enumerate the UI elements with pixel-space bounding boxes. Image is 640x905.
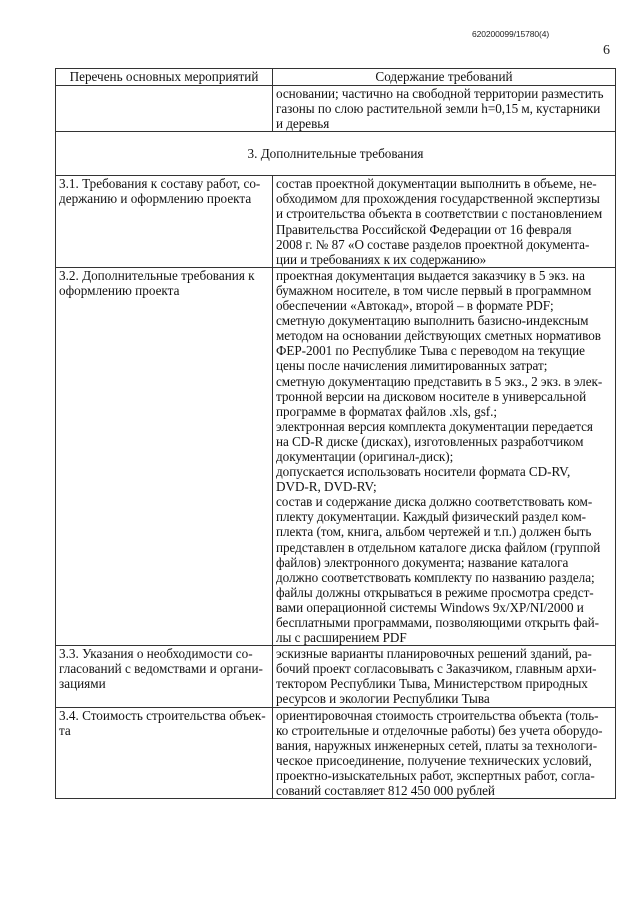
item-text	[59, 646, 269, 691]
text-line: оформлению проекта	[59, 282, 180, 298]
content-cell	[273, 86, 616, 132]
text-line: ческое присоединение, получение технических условий,	[276, 752, 592, 768]
content-cell	[273, 176, 616, 268]
text-line: ориентировочная стоимость строительства объекта (толь-	[276, 707, 599, 723]
text-line: вами операционной системы Windows 9x/XP/NI/2000 и	[276, 599, 584, 615]
content-text	[276, 708, 612, 799]
text-line: 2008 г. № 87 «О составе разделов проектной документа-	[276, 236, 590, 252]
text-line: зациями	[59, 676, 106, 692]
text-line: обеспечении «Автокад», второй – в формате PDF;	[276, 298, 554, 314]
text-line: газоны по слою растительной земли h=0,15 м, кустарники	[276, 101, 601, 117]
item-cell	[56, 86, 273, 132]
content-text	[276, 86, 612, 131]
text-line: обходимом для прохождения государственной экспертизы	[276, 191, 600, 207]
item-cell	[56, 267, 273, 645]
text-line: файлов) электронного документа; название каталога	[276, 554, 569, 570]
text-line: сований составляет 812 450 000 рублей	[276, 783, 495, 799]
item-text	[59, 708, 269, 738]
text-line: 3.2. Дополнительные требования к	[59, 267, 255, 283]
content-cell	[273, 646, 616, 707]
text-line: ФЕР-2001 по Республике Тыва с переводом на текущие	[276, 343, 585, 359]
text-line: методом на основании действующих сметных нормативов	[276, 328, 601, 344]
table-row-3-1	[56, 176, 616, 268]
text-line: плекта (том, книга, альбом чертежей и т.п.) должен быть	[276, 524, 592, 540]
text-line: электронная версия комплекта документации передается	[276, 418, 593, 434]
text-line: плекту документации. Каждый физический раздел ком-	[276, 509, 586, 525]
content-text	[276, 268, 612, 645]
text-line: бумажном носителе, в том числе первый в программном	[276, 282, 592, 298]
text-line: программе в форматах файлов .xls, gsf.;	[276, 403, 497, 419]
text-line: гласований с ведомствами и органи-	[59, 661, 263, 677]
text-line: вания, наружных инженерных сетей, платы за технологи-	[276, 737, 598, 753]
content-text	[276, 176, 612, 267]
table-row-3-2	[56, 267, 616, 645]
text-line: ресурсов и экологии Республики Тыва	[276, 691, 490, 707]
text-line: состав проектной документации выполнить в объеме, не-	[276, 176, 597, 192]
section-heading: 3. Дополнительные требования	[56, 132, 616, 176]
text-line: тектором Республики Тыва, Министерством природных	[276, 676, 588, 692]
text-line: должно соответствовать комплекту по названию раздела;	[276, 569, 595, 585]
document-id: 620200099/15780(4)	[472, 29, 550, 39]
text-line: Правительства Российской Федерации от 16 февраля	[276, 221, 572, 237]
text-line: и строительства объекта в соответствии с постановлением	[276, 206, 603, 222]
text-line: 3.3. Указания о необходимости со-	[59, 646, 253, 662]
table-row-continuation	[56, 86, 616, 132]
text-line: проектная документация выдается заказчику в 5 экз. на	[276, 267, 585, 283]
content-text	[276, 646, 612, 706]
text-line: ции и требованиях к их содержанию»	[276, 251, 487, 267]
text-line: цены после начисления лимитированных затрат;	[276, 358, 548, 374]
text-line: состав и содержание диска должно соответствовать ком-	[276, 494, 593, 510]
page-number: 6	[603, 43, 610, 58]
text-line: бесплатными программами, позволяющими открыть фай-	[276, 615, 599, 630]
text-line: тронной версии на дисковом носителе в универсальной	[276, 388, 587, 404]
text-line: DVD-R, DVD-RV;	[276, 479, 377, 495]
item-text	[59, 176, 269, 206]
requirements-table	[55, 68, 616, 799]
item-cell	[56, 176, 273, 268]
content-cell	[273, 267, 616, 645]
text-line: 3.4. Стоимость строительства объек-	[59, 707, 266, 723]
text-line: та	[59, 722, 71, 738]
text-line: сметную документацию выполнить базисно-индексным	[276, 313, 589, 329]
text-line: ко строительные и отделочные работы) без учета оборудо-	[276, 722, 603, 738]
item-text	[59, 268, 269, 298]
text-line: и деревья	[276, 116, 330, 132]
table-row-3-3	[56, 646, 616, 707]
item-cell	[56, 646, 273, 707]
table-row-3-4	[56, 707, 616, 799]
text-line: основании; частично на свободной территории разместить	[276, 86, 604, 101]
table-header-row	[56, 69, 616, 86]
text-line: представлен в отдельном каталоге диска файлом (группой	[276, 539, 601, 555]
text-line: проектно-изыскательных работ, экспертных работ, согла-	[276, 767, 595, 783]
text-line: сметную документацию представить в 5 экз., 2 экз. в элек-	[276, 373, 603, 389]
item-cell	[56, 707, 273, 799]
column-header-activities: Перечень основных мероприятий	[56, 69, 273, 86]
text-line: бочий проект согласовывать с Заказчиком, главным архи-	[276, 661, 597, 677]
text-line: документации (оригинал-диск);	[276, 448, 454, 464]
section-heading-row	[56, 132, 616, 176]
text-line: на CD-R диске (дисках), изготовленных разработчиком	[276, 433, 584, 449]
text-line: эскизные варианты планировочных решений зданий, ра-	[276, 646, 592, 662]
text-line: допускается использовать носители формата CD-RV,	[276, 464, 571, 480]
text-line: файлы должны открываться в режиме просмотра средст-	[276, 584, 594, 600]
column-header-requirements: Содержание требований	[273, 69, 616, 86]
text-line: держанию и оформлению проекта	[59, 191, 252, 207]
text-line: 3.1. Требования к составу работ, со-	[59, 176, 261, 192]
content-cell	[273, 707, 616, 799]
text-line: лы с расширением PDF	[276, 630, 407, 646]
